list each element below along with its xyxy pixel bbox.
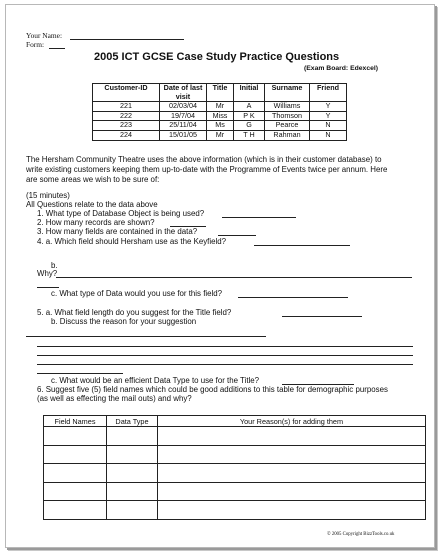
table-cell: P K [234, 111, 265, 121]
page-title: 2005 ICT GCSE Case Study Practice Questions [94, 51, 340, 63]
question-5b: b. Discuss the reason for your suggestion [51, 317, 197, 326]
why-label: Why? [37, 269, 58, 278]
worksheet-page [5, 4, 435, 548]
table-row [44, 427, 426, 446]
timing-note: (15 minutes) [26, 191, 70, 200]
q1-answer-line[interactable] [222, 217, 296, 218]
name-label: Your Name: [26, 31, 62, 40]
question-2: 2. How many records are shown? [37, 218, 155, 227]
q5b-answer-line[interactable] [37, 355, 413, 356]
table-cell: N [310, 130, 347, 140]
table-cell: Thomson [265, 111, 310, 121]
all-questions-note: All Questions relate to the data above [26, 200, 158, 209]
field-name-cell[interactable] [44, 427, 107, 446]
reason-cell[interactable] [158, 464, 426, 483]
q5a-answer-line[interactable] [282, 316, 362, 317]
field-name-cell[interactable] [44, 464, 107, 483]
question-5a: 5. a. What field length do you suggest for the Title field? [37, 308, 232, 317]
column-header: Friend [310, 84, 347, 102]
field-name-cell[interactable] [44, 501, 107, 520]
exam-board: (Exam Board: Edexcel) [304, 65, 379, 72]
reason-cell[interactable] [158, 501, 426, 520]
table-cell: 25/11/04 [160, 121, 207, 131]
column-header: Title [207, 84, 234, 102]
form-answer-line[interactable] [49, 48, 65, 49]
field-reasons-header [44, 416, 426, 427]
field-name-cell[interactable] [44, 482, 107, 501]
table-row [44, 445, 426, 464]
table-cell: N [310, 121, 347, 131]
question-4b: b. [51, 261, 58, 270]
table-row [44, 501, 426, 520]
table-row [44, 464, 426, 483]
question-1: 1. What type of Database Object is being used? [37, 209, 205, 218]
question-4a: 4. a. Which field should Hersham use as the Keyfield? [37, 237, 227, 246]
table-cell: Y [310, 111, 347, 121]
column-header: Initial [234, 84, 265, 102]
table-cell: T H [234, 130, 265, 140]
table-cell: Rahman [265, 130, 310, 140]
column-header: Surname [265, 84, 310, 102]
column-header: Data Type [107, 416, 158, 427]
q3-answer-line[interactable] [218, 235, 256, 236]
field-name-cell[interactable] [44, 445, 107, 464]
table-cell: 223 [93, 121, 160, 131]
form-label: Form: [26, 40, 45, 49]
table-row [93, 102, 347, 112]
data-type-cell[interactable] [107, 445, 158, 464]
table-cell: Mr [207, 130, 234, 140]
column-header: Your Reason(s) for adding them [158, 416, 426, 427]
reason-cell[interactable] [158, 482, 426, 501]
table-cell: 19/7/04 [160, 111, 207, 121]
table-cell: A [234, 102, 265, 112]
customer-table [92, 83, 347, 141]
q5b-answer-line[interactable] [37, 373, 123, 374]
table-row [44, 482, 426, 501]
table-cell: Williams [265, 102, 310, 112]
table-cell: 224 [93, 130, 160, 140]
table-cell: Y [310, 102, 347, 112]
intro-line: write existing customers keeping them up-to-date with the Programme of Events twice per annum. Here [26, 165, 388, 174]
table-cell: 221 [93, 102, 160, 112]
intro-line: The Hersham Community Theatre uses the above information (which is in their customer database) to [26, 155, 382, 164]
intro-line: are some areas we wish to be sure of: [26, 175, 160, 184]
table-cell: Pearce [265, 121, 310, 131]
table-cell: 222 [93, 111, 160, 121]
column-header: Date of last visit [160, 84, 207, 102]
customer-table-header [93, 84, 347, 102]
data-type-cell[interactable] [107, 464, 158, 483]
q4a-answer-line[interactable] [254, 245, 350, 246]
reason-cell[interactable] [158, 445, 426, 464]
table-row [93, 130, 347, 140]
data-type-cell[interactable] [107, 482, 158, 501]
q5b-answer-line[interactable] [26, 336, 266, 337]
question-6: 6. Suggest five (5) field names which could be good additions to this table for demographic purposes [37, 385, 388, 394]
table-cell: G [234, 121, 265, 131]
column-header: Customer-ID [93, 84, 160, 102]
data-type-cell[interactable] [107, 501, 158, 520]
copyright-notice: © 2005 Copyright BizzTools.co.uk [327, 532, 395, 537]
why-answer-line-2[interactable] [37, 287, 59, 288]
table-cell: 02/03/04 [160, 102, 207, 112]
table-cell: Miss [207, 111, 234, 121]
data-type-cell[interactable] [107, 427, 158, 446]
why-answer-line[interactable] [56, 277, 412, 278]
reason-cell[interactable] [158, 427, 426, 446]
table-cell: Ms [207, 121, 234, 131]
field-reasons-table [43, 415, 426, 520]
question-6-cont: (as well as effecting the mail outs) and why? [37, 394, 192, 403]
question-5c: c. What would be an efficient Data Type to use for the Title? [51, 376, 260, 385]
q4c-answer-line[interactable] [238, 297, 348, 298]
table-cell: Mr [207, 102, 234, 112]
name-answer-line[interactable] [70, 39, 184, 40]
q5b-answer-line[interactable] [37, 346, 413, 347]
question-3: 3. How many fields are contained in the data? [37, 227, 198, 236]
column-header: Field Names [44, 416, 107, 427]
table-cell: 15/01/05 [160, 130, 207, 140]
question-4c: c. What type of Data would you use for this field? [51, 289, 223, 298]
q5b-answer-line[interactable] [37, 364, 413, 365]
